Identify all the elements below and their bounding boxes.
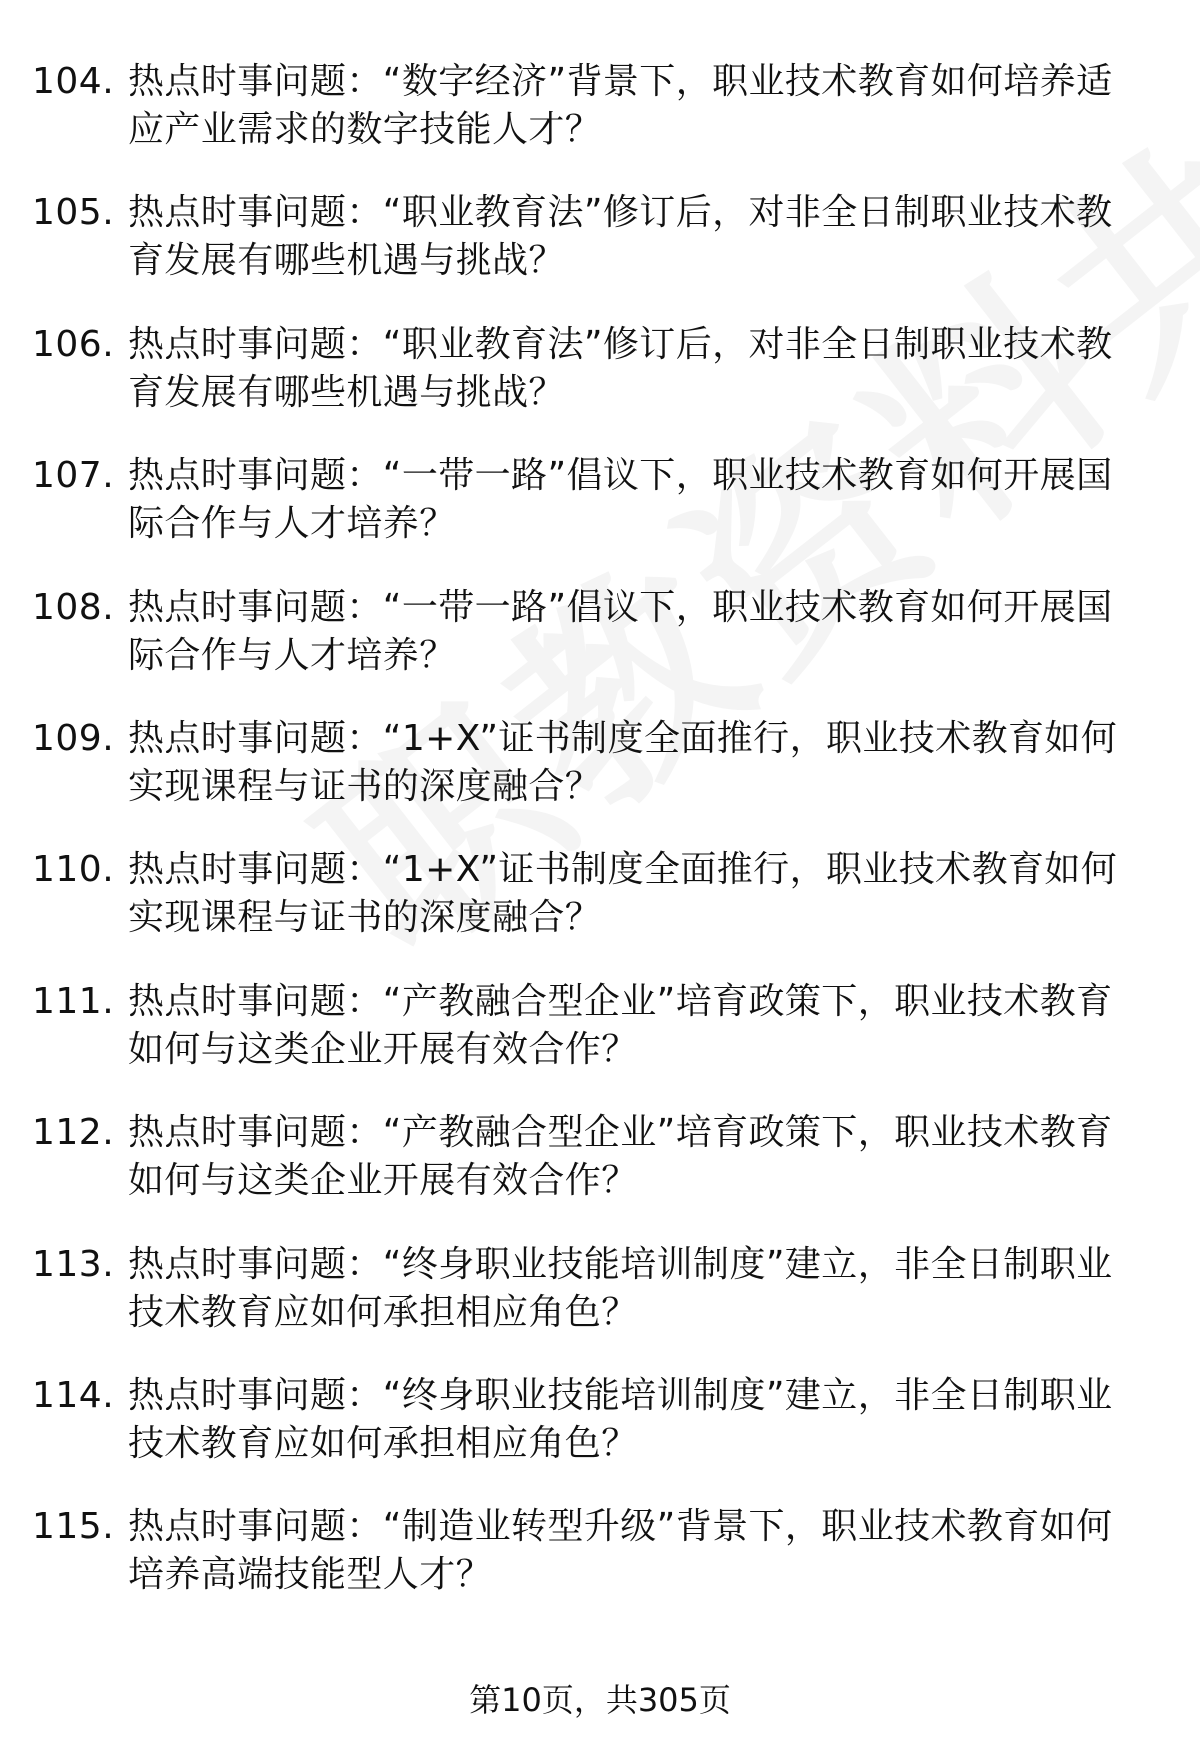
question-text: 热点时事问题：“1+X”证书制度全面推行，职业技术教育如何实现课程与证书的深度融合？ <box>128 849 1118 939</box>
question-number: 106. <box>32 323 115 365</box>
question-item <box>32 978 1142 1109</box>
question-text: 热点时事问题：“产教融合型企业”培育政策下，职业技术教育如何与这类企业开展有效合作？ <box>128 980 1113 1070</box>
question-number: 108. <box>32 586 115 628</box>
question-number: 109. <box>32 717 115 759</box>
question-text: 热点时事问题：“制造业转型升级”背景下，职业技术教育如何培养高端技能型人才？ <box>128 1506 1113 1596</box>
question-item <box>32 1241 1142 1372</box>
question-number: 105. <box>32 192 115 234</box>
question-item <box>32 452 1142 583</box>
question-number: 112. <box>32 1112 115 1154</box>
question-number: 104. <box>32 61 115 102</box>
question-text: 热点时事问题：“产教融合型企业”培育政策下，职业技术教育如何与这类企业开展有效合作？ <box>128 1112 1113 1202</box>
question-text: 热点时事问题：“一带一路”倡议下，职业技术教育如何开展国际合作与人才培养？ <box>128 455 1113 545</box>
question-text: 热点时事问题：“终身职业技能培训制度”建立，非全日制职业技术教育应如何承担相应角色？ <box>128 1243 1113 1333</box>
question-number: 111. <box>32 980 115 1022</box>
question-number: 114. <box>32 1374 115 1416</box>
question-item <box>32 846 1142 977</box>
question-item <box>32 1109 1142 1240</box>
question-list <box>32 58 1142 1635</box>
question-item <box>32 1372 1142 1503</box>
page-footer: 第10页，共305页 <box>469 1681 731 1719</box>
question-text: 热点时事问题：“一带一路”倡议下，职业技术教育如何开展国际合作与人才培养？ <box>128 586 1113 676</box>
question-number: 113. <box>32 1243 115 1285</box>
question-item <box>32 715 1142 846</box>
question-item <box>32 189 1142 320</box>
question-number: 115. <box>32 1506 115 1548</box>
question-item <box>32 321 1142 452</box>
question-item <box>32 1503 1142 1634</box>
question-item <box>32 584 1142 715</box>
question-number: 110. <box>32 849 115 891</box>
question-item <box>32 58 1142 189</box>
question-number: 107. <box>32 455 115 497</box>
question-text: 热点时事问题：“数字经济”背景下，职业技术教育如何培养适应产业需求的数字技能人才？ <box>128 61 1113 150</box>
question-text: 热点时事问题：“职业教育法”修订后，对非全日制职业技术教育发展有哪些机遇与挑战？ <box>128 323 1113 413</box>
question-text: 热点时事问题：“职业教育法”修订后，对非全日制职业技术教育发展有哪些机遇与挑战？ <box>128 192 1113 282</box>
question-text: 热点时事问题：“1+X”证书制度全面推行，职业技术教育如何实现课程与证书的深度融合？ <box>128 717 1118 807</box>
question-text: 热点时事问题：“终身职业技能培训制度”建立，非全日制职业技术教育应如何承担相应角色？ <box>128 1374 1113 1464</box>
